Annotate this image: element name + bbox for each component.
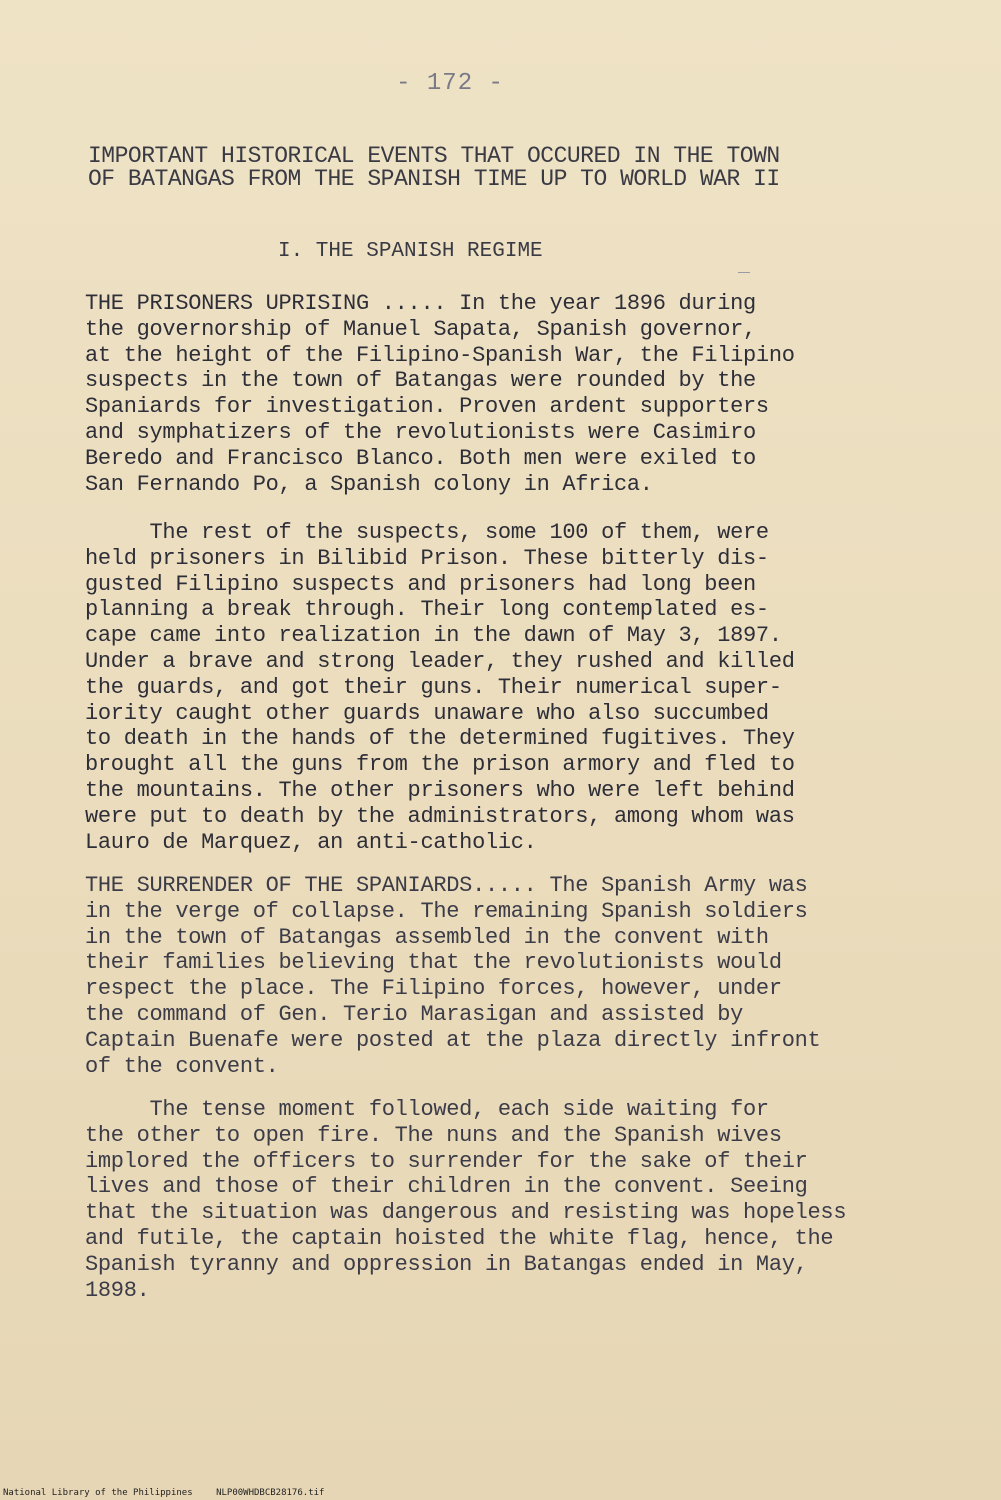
text-line: to death in the hands of the determined fugitives. They — [85, 726, 795, 752]
text-line: in the town of Batangas assembled in the convent with — [85, 924, 769, 950]
text-line: their families believing that the revolutionists would — [85, 950, 782, 976]
footer-library: National Library of the Philippines — [3, 1488, 193, 1498]
paragraph-spanish-surrender — [85, 873, 820, 1079]
text-line: cape came into realization in the dawn of May 3, 1897. — [85, 623, 782, 649]
text-line: The rest of the suspects, some 100 of them, were — [85, 520, 769, 545]
scan-footer — [3, 1488, 342, 1498]
paragraph-prisoners-uprising — [85, 291, 795, 497]
text-line: iority caught other guards unaware who also succumbed — [85, 700, 769, 726]
text-line: Under a brave and strong leader, they rushed and killed — [85, 648, 795, 674]
text-line: San Fernando Po, a Spanish colony in Africa. — [85, 471, 653, 497]
text-line: planning a break through. Their long contemplated es- — [85, 597, 769, 623]
text-line: The tense moment followed, each side waiting for — [85, 1097, 769, 1122]
text-line: Spaniards for investigation. Proven ardent supporters — [85, 394, 769, 420]
page-number: - 172 - — [396, 70, 504, 97]
text-line: lives and those of their children in the convent. Seeing — [85, 1174, 808, 1200]
text-line: Beredo and Francisco Blanco. Both men were exiled to — [85, 445, 756, 471]
text-line: implored the officers to surrender for the sake of their — [85, 1148, 808, 1174]
text-line: and futile, the captain hoisted the white flag, hence, the — [85, 1225, 834, 1251]
text-line: Spanish tyranny and oppression in Batangas ended in May, — [85, 1251, 808, 1277]
text-line: the command of Gen. Terio Marasigan and assisted by — [85, 1001, 744, 1027]
text-line: THE SURRENDER OF THE SPANIARDS..... The Spanish Army was — [85, 873, 808, 898]
document-title — [88, 145, 780, 191]
text-line: were put to death by the administrators, among whom was — [85, 803, 795, 829]
text-line: in the verge of collapse. The remaining Spanish soldiers — [85, 898, 808, 924]
text-line: gusted Filipino suspects and prisoners had long been — [85, 571, 756, 597]
paragraph-bilibid-escape — [85, 520, 795, 855]
text-line: the mountains. The other prisoners who were left behind — [85, 777, 795, 803]
title-line: IMPORTANT HISTORICAL EVENTS THAT OCCURED IN THE TOWN — [88, 143, 780, 169]
text-line: and symphatizers of the revolutionists were Casimiro — [85, 419, 756, 445]
stray-mark — [738, 272, 750, 273]
text-line: at the height of the Filipino-Spanish War, the Filipino — [85, 342, 795, 368]
title-line: OF BATANGAS FROM THE SPANISH TIME UP TO WORLD WAR II — [88, 166, 780, 192]
text-line: Captain Buenafe were posted at the plaza directly infront — [85, 1027, 821, 1053]
footer-file: NLP00WHDBCB28176.tif — [216, 1488, 325, 1498]
paragraph-white-flag — [85, 1097, 846, 1303]
text-line: respect the place. The Filipino forces, however, under — [85, 976, 782, 1002]
text-line: held prisoners in Bilibid Prison. These bitterly dis- — [85, 545, 769, 571]
text-line: Lauro de Marquez, an anti-catholic. — [85, 829, 537, 855]
text-line: the other to open fire. The nuns and the Spanish wives — [85, 1122, 782, 1148]
text-line: THE PRISONERS UPRISING ..... In the year 1896 during — [85, 291, 756, 316]
text-line: of the convent. — [85, 1053, 279, 1079]
text-line: suspects in the town of Batangas were rounded by the — [85, 368, 756, 394]
text-line: that the situation was dangerous and resisting was hopeless — [85, 1200, 847, 1226]
text-line: the guards, and got their guns. Their numerical super- — [85, 674, 782, 700]
text-line: brought all the guns from the prison armory and fled to — [85, 752, 795, 778]
text-line: the governorship of Manuel Sapata, Spanish governor, — [85, 316, 756, 342]
section-heading: I. THE SPANISH REGIME — [278, 240, 543, 263]
text-line: 1898. — [85, 1277, 150, 1303]
